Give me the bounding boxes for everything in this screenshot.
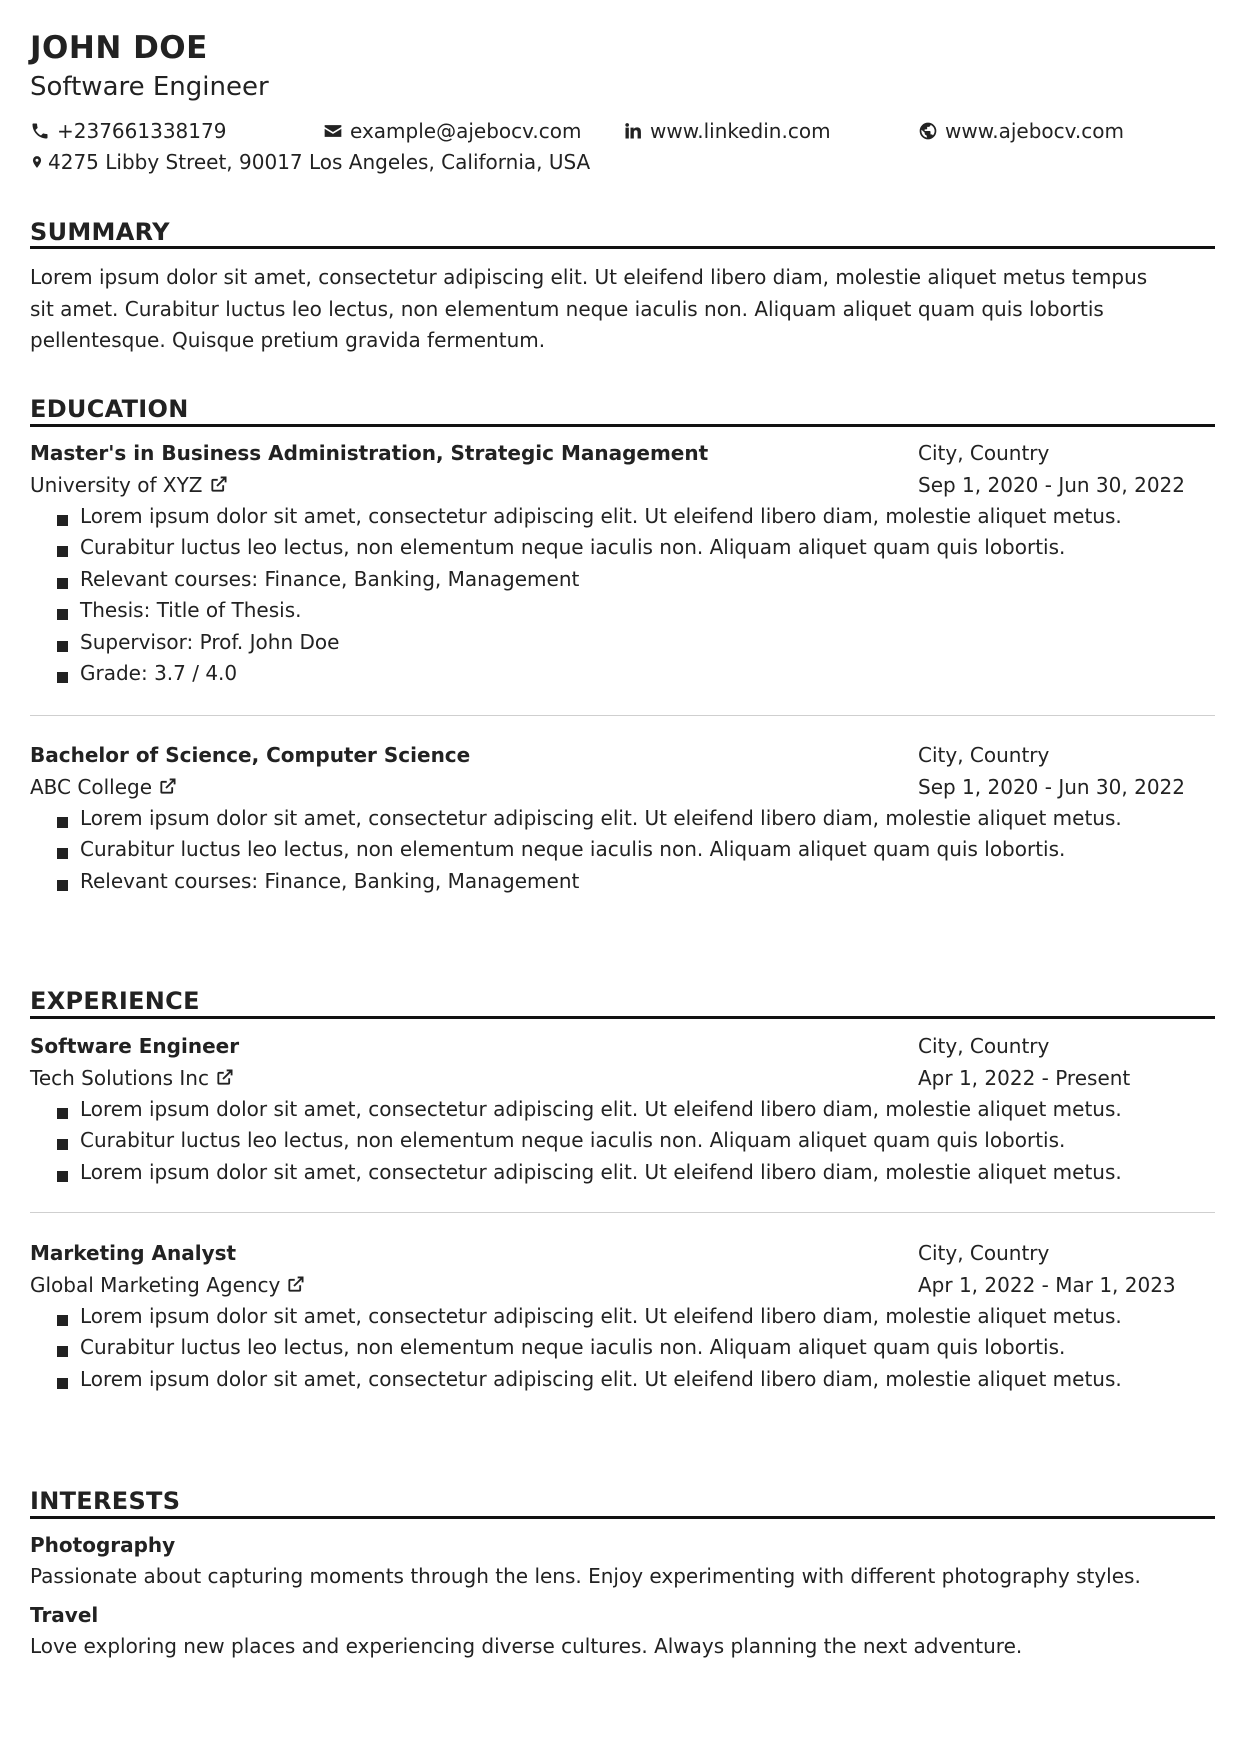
bullet-square-icon bbox=[57, 609, 68, 620]
company-link[interactable] bbox=[30, 1270, 306, 1302]
bullet-item: Supervisor: Prof. John Doe bbox=[30, 627, 1215, 658]
experience-entry bbox=[30, 1031, 1215, 1188]
phone-text: +237661338179 bbox=[57, 119, 227, 143]
interests-heading: INTERESTS bbox=[30, 1487, 181, 1515]
external-link-icon[interactable] bbox=[215, 1065, 235, 1085]
company-link[interactable] bbox=[30, 1063, 235, 1095]
bullet-item: Lorem ipsum dolor sit amet, consectetur adipiscing elit. Ut eleifend libero diam, molestie aliquet metus. bbox=[30, 1157, 1215, 1188]
bullet-item: Lorem ipsum dolor sit amet, consectetur adipiscing elit. Ut eleifend libero diam, molestie aliquet metus. bbox=[30, 1094, 1215, 1125]
bullet-item: Curabitur luctus leo lectus, non elementum neque iaculis non. Aliquam aliquet quam quis lobortis. bbox=[30, 834, 1215, 865]
bullet-square-icon bbox=[57, 1315, 68, 1326]
interest-title: Travel bbox=[30, 1603, 99, 1627]
summary-divider bbox=[30, 246, 1215, 249]
bullet-square-icon bbox=[57, 1108, 68, 1119]
institution-name: University of XYZ bbox=[30, 472, 203, 497]
external-link-icon[interactable] bbox=[158, 774, 178, 794]
job-title: Marketing Analyst bbox=[30, 1241, 237, 1265]
degree-title: Bachelor of Science, Computer Science bbox=[30, 743, 471, 767]
linkedin-icon bbox=[623, 121, 643, 141]
website-text: www.ajebocv.com bbox=[945, 119, 1124, 143]
bullet-square-icon bbox=[57, 578, 68, 589]
summary-line: pellentesque. Quisque pretium gravida fermentum. bbox=[30, 328, 546, 352]
contact-linkedin[interactable] bbox=[623, 119, 831, 143]
summary-heading: SUMMARY bbox=[30, 218, 170, 246]
bullet-list bbox=[30, 1301, 1215, 1395]
education-heading: EDUCATION bbox=[30, 395, 189, 423]
bullet-item: Relevant courses: Finance, Banking, Management bbox=[30, 866, 1215, 897]
bullet-item: Curabitur luctus leo lectus, non elementum neque iaculis non. Aliquam aliquet quam quis lobortis. bbox=[30, 1125, 1215, 1156]
degree-title: Master's in Business Administration, Strategic Management bbox=[30, 441, 709, 465]
education-entry bbox=[30, 438, 1215, 689]
bullet-item: Relevant courses: Finance, Banking, Management bbox=[30, 564, 1215, 595]
bullet-item: Lorem ipsum dolor sit amet, consectetur adipiscing elit. Ut eleifend libero diam, molestie aliquet metus. bbox=[30, 1364, 1215, 1395]
bullet-item: Grade: 3.7 / 4.0 bbox=[30, 658, 1215, 689]
bullet-item: Curabitur luctus leo lectus, non elementum neque iaculis non. Aliquam aliquet quam quis lobortis. bbox=[30, 532, 1215, 563]
contact-website[interactable] bbox=[918, 119, 1124, 143]
contact-phone[interactable] bbox=[30, 119, 226, 143]
bullet-square-icon bbox=[57, 880, 68, 891]
bullet-list bbox=[30, 1094, 1215, 1188]
entry-dates: Apr 1, 2022 - Mar 1, 2023 bbox=[918, 1272, 1176, 1297]
linkedin-text: www.linkedin.com bbox=[650, 119, 831, 143]
bullet-square-icon bbox=[57, 848, 68, 859]
bullet-square-icon bbox=[57, 1346, 68, 1357]
experience-divider bbox=[30, 1016, 1215, 1019]
bullet-list bbox=[30, 803, 1215, 897]
bullet-square-icon bbox=[57, 1139, 68, 1150]
address-text: 4275 Libby Street, 90017 Los Angeles, California, USA bbox=[48, 150, 591, 174]
entry-dates: Sep 1, 2020 - Jun 30, 2022 bbox=[918, 774, 1185, 799]
external-link-icon[interactable] bbox=[286, 1272, 306, 1292]
envelope-icon bbox=[323, 121, 343, 141]
bullet-item: Lorem ipsum dolor sit amet, consectetur adipiscing elit. Ut eleifend libero diam, molestie aliquet metus. bbox=[30, 501, 1215, 532]
education-entry bbox=[30, 740, 1215, 897]
job-title: Software Engineer bbox=[30, 1034, 240, 1058]
bullet-square-icon bbox=[57, 515, 68, 526]
globe-icon bbox=[918, 121, 938, 141]
institution-name: ABC College bbox=[30, 774, 152, 799]
entry-separator bbox=[30, 1212, 1215, 1213]
interests-divider bbox=[30, 1516, 1215, 1519]
bullet-item: Curabitur luctus leo lectus, non elementum neque iaculis non. Aliquam aliquet quam quis lobortis. bbox=[30, 1332, 1215, 1363]
experience-heading: EXPERIENCE bbox=[30, 987, 200, 1015]
entry-separator bbox=[30, 715, 1215, 716]
institution-link[interactable] bbox=[30, 772, 178, 804]
entry-dates: Apr 1, 2022 - Present bbox=[918, 1065, 1131, 1090]
bullet-square-icon bbox=[57, 817, 68, 828]
company-name: Global Marketing Agency bbox=[30, 1272, 281, 1297]
contact-email[interactable] bbox=[323, 119, 581, 143]
company-name: Tech Solutions Inc bbox=[30, 1065, 209, 1090]
summary-text bbox=[30, 262, 1215, 357]
bullet-item: Lorem ipsum dolor sit amet, consectetur adipiscing elit. Ut eleifend libero diam, molestie aliquet metus. bbox=[30, 803, 1215, 834]
email-text: example@ajebocv.com bbox=[350, 119, 582, 143]
education-divider bbox=[30, 424, 1215, 427]
interest-title: Photography bbox=[30, 1533, 176, 1557]
bullet-square-icon bbox=[57, 641, 68, 652]
institution-link[interactable] bbox=[30, 470, 229, 502]
summary-line: sit amet. Curabitur luctus leo lectus, non elementum neque iaculis non. Aliquam aliquet quam quis lobortis bbox=[30, 296, 1104, 321]
experience-entry bbox=[30, 1238, 1215, 1395]
summary-line: Lorem ipsum dolor sit amet, consectetur adipiscing elit. Ut eleifend libero diam, molestie aliquet metus tempus bbox=[30, 265, 1148, 289]
interest-description: Love exploring new places and experiencing diverse cultures. Always planning the next adventure. bbox=[30, 1634, 1023, 1658]
phone-icon bbox=[30, 121, 50, 141]
bullet-square-icon bbox=[57, 672, 68, 683]
bullet-square-icon bbox=[57, 1171, 68, 1182]
candidate-name: JOHN DOE bbox=[30, 30, 208, 66]
entry-location: City, Country bbox=[918, 1034, 1050, 1058]
candidate-title: Software Engineer bbox=[30, 72, 269, 102]
external-link-icon[interactable] bbox=[209, 472, 229, 492]
entry-location: City, Country bbox=[918, 1241, 1050, 1265]
bullet-square-icon bbox=[57, 1378, 68, 1389]
bullet-square-icon bbox=[57, 546, 68, 557]
map-marker-icon bbox=[30, 152, 44, 172]
bullet-item: Thesis: Title of Thesis. bbox=[30, 595, 1215, 626]
bullet-list bbox=[30, 501, 1215, 689]
entry-location: City, Country bbox=[918, 441, 1050, 465]
entry-location: City, Country bbox=[918, 743, 1050, 767]
entry-dates: Sep 1, 2020 - Jun 30, 2022 bbox=[918, 472, 1185, 497]
bullet-item: Lorem ipsum dolor sit amet, consectetur adipiscing elit. Ut eleifend libero diam, molestie aliquet metus. bbox=[30, 1301, 1215, 1332]
interest-description: Passionate about capturing moments through the lens. Enjoy experimenting with different photography styles. bbox=[30, 1564, 1141, 1588]
contact-address bbox=[30, 150, 590, 174]
